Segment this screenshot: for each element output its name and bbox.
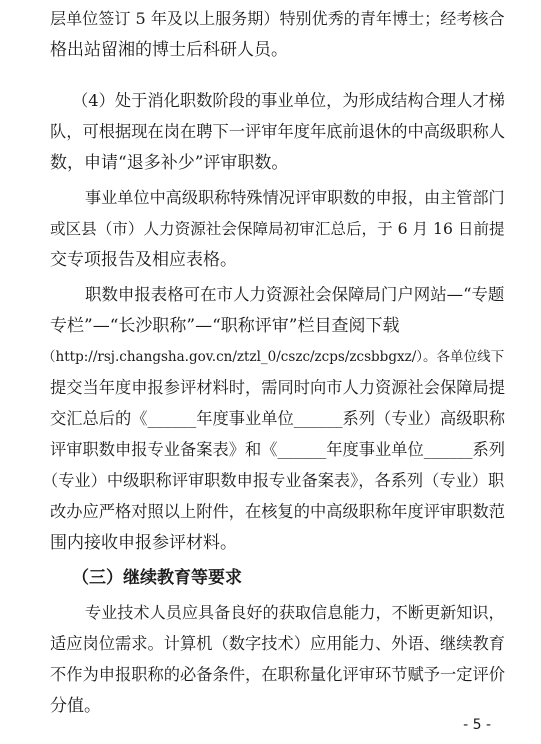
- url-line: （http://rsj.changsha.gov.cn/ztzl_0/cszc/zcps/zcsbbgxz/）。各单位线下: [42, 349, 505, 365]
- page-number: - 5 -: [463, 717, 491, 733]
- text-line: 评审职数申报专业备案表》和《______年度事业单位______系列: [50, 440, 505, 459]
- text-line: 改办应严格对照以上附件，在核复的中高级职称年度评审职数范: [50, 502, 505, 521]
- text-line: 数，申请“退多补少”评审职数。: [50, 153, 289, 173]
- text-line: 交专项报告及相应表格。: [50, 250, 237, 270]
- text-line: 层单位签订 5 年及以上服务期）特别优秀的青年博士；经考核合: [50, 9, 505, 28]
- text-line: 格出站留湘的博士后科研人员。: [50, 40, 288, 60]
- text-line: 提交当年度申报参评材料时，需同时向市人力资源社会保障局提: [50, 378, 505, 397]
- text-line: （专业）中级职称评审职数申报专业备案表》，各系列（专业）职: [42, 471, 505, 490]
- text-line: 分值。: [50, 696, 101, 716]
- text-line: （4）处于消化职数阶段的事业单位，为形成结构合理人才梯: [72, 91, 505, 110]
- text-line: 专业技术人员应具备良好的获取信息能力，不断更新知识，: [85, 603, 505, 622]
- text-line: 围内接收申报参评材料。: [50, 533, 237, 553]
- section-heading: （三）继续教育等要求: [72, 568, 242, 588]
- text-line: 事业单位中高级职称特殊情况评审职数的申报，由主管部门: [85, 188, 505, 207]
- text-line: 专栏”—“长沙职称”—“职称评审”栏目查阅下载: [50, 316, 400, 336]
- text-line: 职数申报表格可在市人力资源社会保障局门户网站—“专题: [85, 285, 505, 304]
- text-line: 或区县（市）人力资源社会保障局初审汇总后，于 6 月 16 日前提: [50, 220, 505, 238]
- text-line: 适应岗位需求。计算机（数字技术）应用能力、外语、继续教育: [50, 634, 505, 653]
- text-line: 队，可根据现在岗在聘下一评审年度年底前退休的中高级职称人: [50, 122, 505, 141]
- text-line: 交汇总后的《______年度事业单位______系列（专业）高级职称: [50, 409, 505, 428]
- text-line: 不作为申报职称的必备条件，在职称量化评审环节赋予一定评价: [50, 665, 505, 684]
